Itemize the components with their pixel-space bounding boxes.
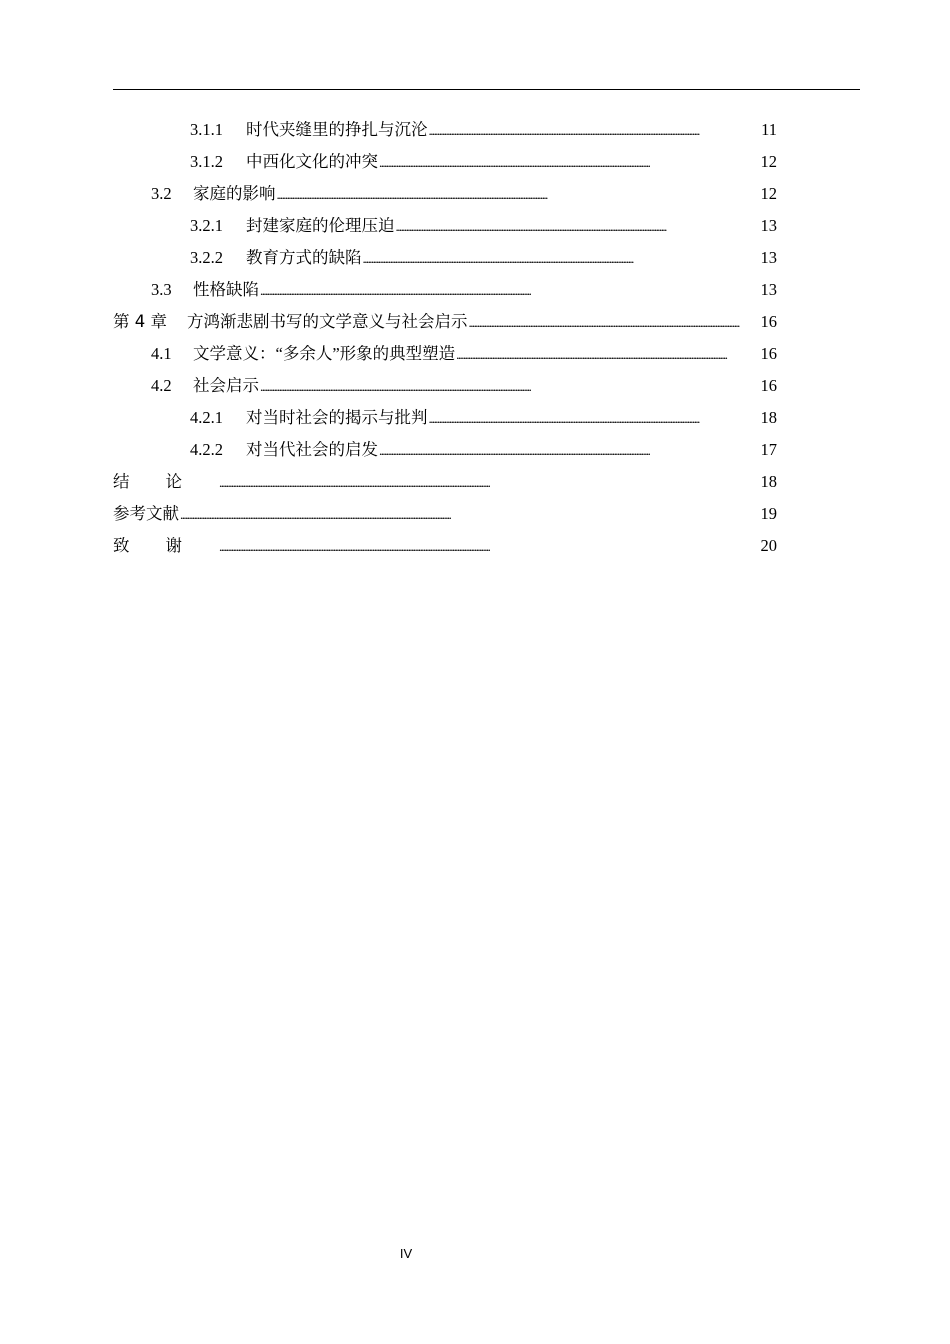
toc-title: 参考文献 [113, 504, 179, 523]
toc-leader [469, 306, 760, 339]
toc-number: 3.1.1 [190, 120, 223, 139]
toc-page-number: 20 [760, 536, 777, 555]
toc-leader [396, 210, 760, 243]
toc-leader [429, 114, 761, 147]
toc-title: 结论 [113, 472, 218, 491]
toc-page-number: 16 [760, 376, 777, 395]
toc-leader [260, 274, 760, 307]
toc-page-number: 12 [760, 184, 777, 203]
toc-page-number: 11 [761, 120, 777, 139]
toc-entry[interactable] [113, 402, 777, 434]
toc-leader [456, 338, 759, 371]
toc-title: 中西化文化的冲突 [246, 152, 378, 171]
toc-title: 致谢 [113, 536, 218, 555]
toc-number: 3.2 [151, 184, 172, 203]
toc-entry[interactable] [113, 338, 777, 370]
toc-number: 4.2.1 [190, 408, 223, 427]
toc-number: 第 4 章 [113, 312, 167, 331]
toc-page-number: 13 [760, 248, 777, 267]
toc-entry[interactable] [113, 146, 777, 178]
toc-number: 4.1 [151, 344, 172, 363]
toc-leader [180, 498, 760, 531]
toc-entry[interactable] [113, 498, 777, 530]
toc-leader [277, 178, 760, 211]
toc-title: 教育方式的缺陷 [246, 248, 362, 267]
toc-entry[interactable] [113, 530, 777, 562]
toc-page-number: 18 [760, 408, 777, 427]
page-footer [0, 1246, 950, 1261]
toc-entry[interactable] [113, 370, 777, 402]
table-of-contents [113, 114, 777, 562]
toc-title: 文学意义：“多余人”形象的典型塑造 [193, 344, 456, 363]
toc-page-number: 13 [760, 216, 777, 235]
toc-title: 时代夹缝里的挣扎与沉沦 [246, 120, 428, 139]
toc-number: 3.2.1 [190, 216, 223, 235]
toc-leader [429, 402, 760, 435]
toc-leader [379, 146, 760, 179]
toc-leader [260, 370, 760, 403]
toc-page-number: 16 [760, 312, 777, 331]
toc-entry[interactable] [113, 466, 777, 498]
toc-page-number: 13 [760, 280, 777, 299]
page-number-label: IV [399, 1246, 413, 1261]
header-rule [113, 89, 860, 90]
toc-entry[interactable] [113, 210, 777, 242]
toc-entry[interactable] [113, 274, 777, 306]
toc-number: 4.2.2 [190, 440, 223, 459]
toc-title: 对当时社会的揭示与批判 [246, 408, 428, 427]
toc-entry[interactable] [113, 178, 777, 210]
toc-entry[interactable] [113, 434, 777, 466]
toc-entry[interactable] [113, 114, 777, 146]
toc-page-number: 18 [760, 472, 777, 491]
toc-number: 3.2.2 [190, 248, 223, 267]
toc-title: 对当代社会的启发 [246, 440, 378, 459]
toc-leader [219, 466, 760, 499]
toc-title: 家庭的影响 [193, 184, 276, 203]
toc-title: 社会启示 [193, 376, 259, 395]
toc-entry[interactable] [113, 306, 777, 338]
toc-page-number: 17 [760, 440, 777, 459]
toc-title: 性格缺陷 [193, 280, 259, 299]
toc-leader [363, 242, 760, 275]
toc-title: 方鸿渐悲剧书写的文学意义与社会启示 [187, 312, 468, 331]
toc-page-number: 19 [760, 504, 777, 523]
toc-title: 封建家庭的伦理压迫 [246, 216, 395, 235]
toc-number: 3.1.2 [190, 152, 223, 171]
toc-leader [219, 530, 760, 563]
toc-page-number: 12 [760, 152, 777, 171]
toc-entry[interactable] [113, 242, 777, 274]
toc-page-number: 16 [760, 344, 777, 363]
toc-number: 4.2 [151, 376, 172, 395]
toc-number: 3.3 [151, 280, 172, 299]
toc-leader [379, 434, 760, 467]
